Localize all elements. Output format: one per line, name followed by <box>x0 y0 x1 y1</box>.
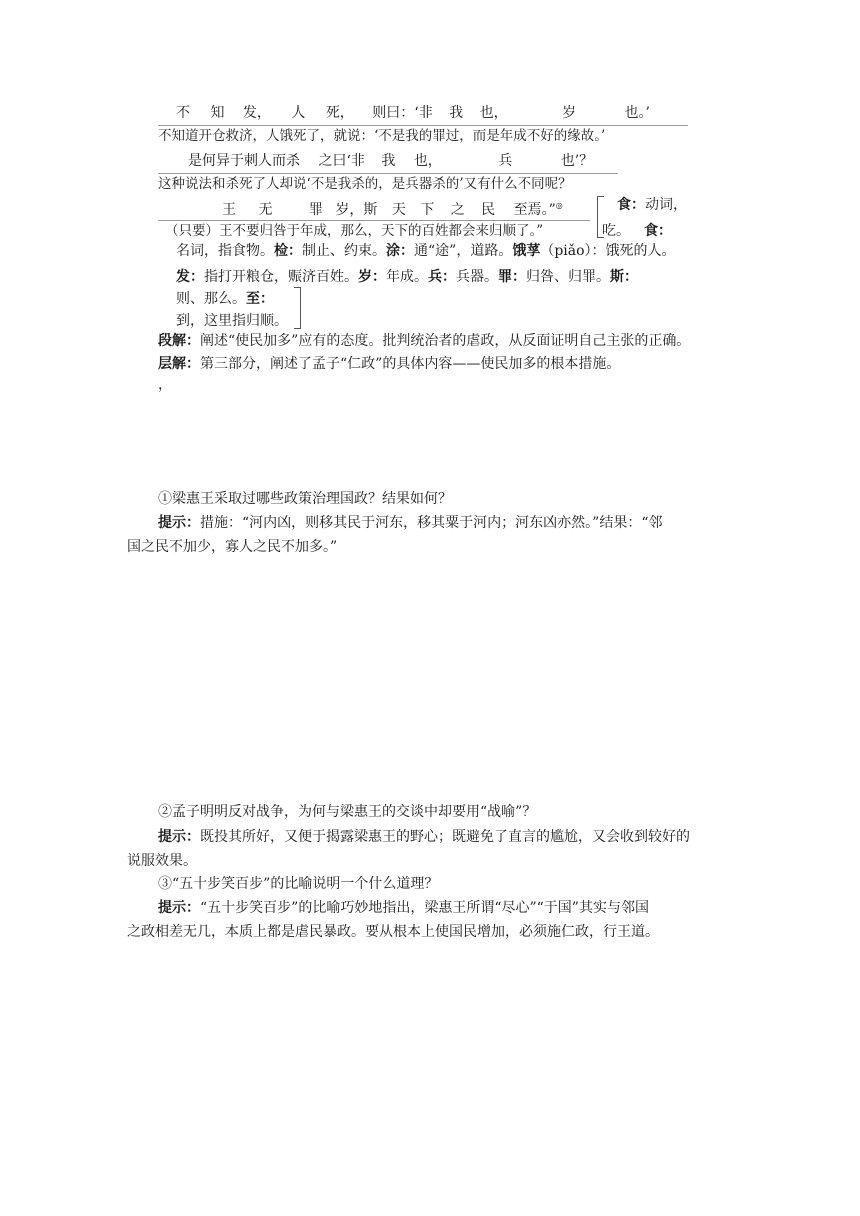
note-term: 斯： <box>610 269 638 285</box>
note-definition: 通“途”，道路。 <box>414 243 513 259</box>
answer-3-line-2: 之政相差无几，本质上都是虐民暴政。要从根本上使国民增加，必须施仁政，行王道。 <box>127 924 659 940</box>
passage-word: 罪 <box>308 202 323 218</box>
note-definition: 吃。 <box>602 223 630 239</box>
note-term: 饿莩 <box>512 243 541 259</box>
passage-word: 王 <box>222 202 236 218</box>
passage-translation-line-1: 不知道开仓救济，人饿死了，就说：‘不是我的罪过，而是年成不好的缘故。’ <box>158 128 606 144</box>
passage-word: 人 <box>291 105 306 121</box>
passage-word: 民 <box>481 202 496 218</box>
answer-1-line-2: 国之民不加少，寡人之民不加多。” <box>127 539 338 555</box>
passage-word: 发， <box>242 105 271 121</box>
note-definition: 兵器。 <box>456 269 498 285</box>
note-term: 罪： <box>498 269 526 285</box>
notes-line-2 <box>176 270 638 284</box>
note-term: 食： <box>644 223 672 239</box>
answer-3-line-1 <box>158 901 649 915</box>
stray-mark: ， <box>158 377 172 393</box>
note-definition: 指打开粮仓，赈济百姓。 <box>204 269 358 285</box>
passage-original-line-1 <box>176 106 650 120</box>
note-term: 检： <box>274 243 302 259</box>
hint-label: 提示： <box>158 900 200 916</box>
note-shi-1-cont <box>602 224 672 238</box>
passage-word: 我 <box>449 105 464 121</box>
note-definition: 年成。 <box>386 269 428 285</box>
passage-translation-line-2: 这种说法和杀死了人却说‘不是我杀的，是兵器杀的’又有什么不同呢？ <box>158 176 572 192</box>
note-shi-1 <box>617 198 687 212</box>
passage-word: 也， <box>413 153 442 169</box>
notes-line-4 <box>176 314 288 328</box>
analysis-label: 层解： <box>158 356 200 372</box>
passage-word: 不 <box>176 105 190 121</box>
passage-word: 之 <box>450 202 465 218</box>
passage-word: 岁，斯 <box>335 202 378 218</box>
passage-word: 至焉。” <box>513 202 556 218</box>
question-1: ①梁惠王采取过哪些政策治理国政？结果如何？ <box>158 491 452 507</box>
answer-text: 既投其所好，又便于揭露梁惠王的野心；既避免了直言的尴尬，又会收到较好的 <box>200 829 690 845</box>
analysis-text: 第三部分，阐述了孟子“仁政”的具体内容——使民加多的根本措施。 <box>200 356 621 372</box>
question-3: ③“五十步笑百步”的比喻说明一个什么道理？ <box>158 876 439 892</box>
passage-word: 下 <box>420 202 435 218</box>
answer-text: “五十步笑百步”的比喻巧妙地指出，梁惠王所谓“尽心”“于国”其实与邻国 <box>200 900 649 916</box>
passage-translation-line-3: （只要）王不要归咎于年成，那么，天下的百姓都会来归顺了。” <box>165 223 544 239</box>
underline <box>158 173 618 174</box>
note-term: 至： <box>246 291 274 307</box>
question-2: ②孟子明明反对战争，为何与梁惠王的交谈中却要用“战喻”？ <box>158 804 537 820</box>
note-term: 发： <box>176 269 204 285</box>
answer-2-line-2: 说服效果。 <box>127 853 197 869</box>
note-definition: 到，这里指归顺。 <box>176 313 288 329</box>
passage-word: 也’？ <box>560 153 594 169</box>
passage-word: 也。’ <box>624 105 650 121</box>
passage-word: 我 <box>381 153 396 169</box>
hint-label: 提示： <box>158 829 200 845</box>
passage-word: 岁 <box>562 105 577 121</box>
passage-word: 知 <box>210 105 225 121</box>
answer-text: 措施：“河内凶，则移其民于河东，移其粟于河内；河东凶亦然。”结果：“邻 <box>200 515 663 531</box>
passage-word: 之曰‘非 <box>318 153 365 169</box>
passage-word: 兵 <box>498 153 513 169</box>
note-definition: 归咎、归罪。 <box>526 269 610 285</box>
note-term: 岁： <box>358 269 386 285</box>
hint-label: 提示： <box>158 515 200 531</box>
notes-line-1 <box>176 244 676 258</box>
passage-original-line-3 <box>222 202 563 217</box>
passage-word: 是何异于刺人而杀 <box>188 153 300 169</box>
underline <box>158 125 688 126</box>
notes-line-3 <box>176 292 274 306</box>
passage-word: 则曰：‘非 <box>372 105 433 121</box>
note-definition: （piǎo）：饿死的人。 <box>540 243 676 259</box>
note-definition: 动词， <box>645 197 687 213</box>
passage-word: 也， <box>479 105 508 121</box>
passage-word: 死， <box>325 105 354 121</box>
footnote-mark: ◎ <box>555 201 563 210</box>
note-term: 兵： <box>428 269 456 285</box>
answer-2-line-1 <box>158 830 690 844</box>
note-term: 食： <box>617 197 645 213</box>
answer-1-line-1 <box>158 516 662 530</box>
analysis-label: 段解： <box>158 333 200 349</box>
analysis-text: 阐述“使民加多”应有的态度。批判统治者的虐政，从反面证明自己主张的正确。 <box>200 333 691 349</box>
paragraph-analysis <box>158 334 690 348</box>
note-term: 涂： <box>386 243 414 259</box>
note-definition: 制止、约束。 <box>302 243 386 259</box>
passage-word: 无 <box>258 202 273 218</box>
layer-analysis <box>158 357 620 371</box>
passage-word: 天 <box>391 202 406 218</box>
note-definition: 名词，指食物。 <box>176 243 274 259</box>
passage-original-line-2 <box>188 154 593 168</box>
note-bracket <box>294 287 301 329</box>
underline <box>158 220 590 221</box>
note-definition: 则、那么。 <box>176 291 246 307</box>
